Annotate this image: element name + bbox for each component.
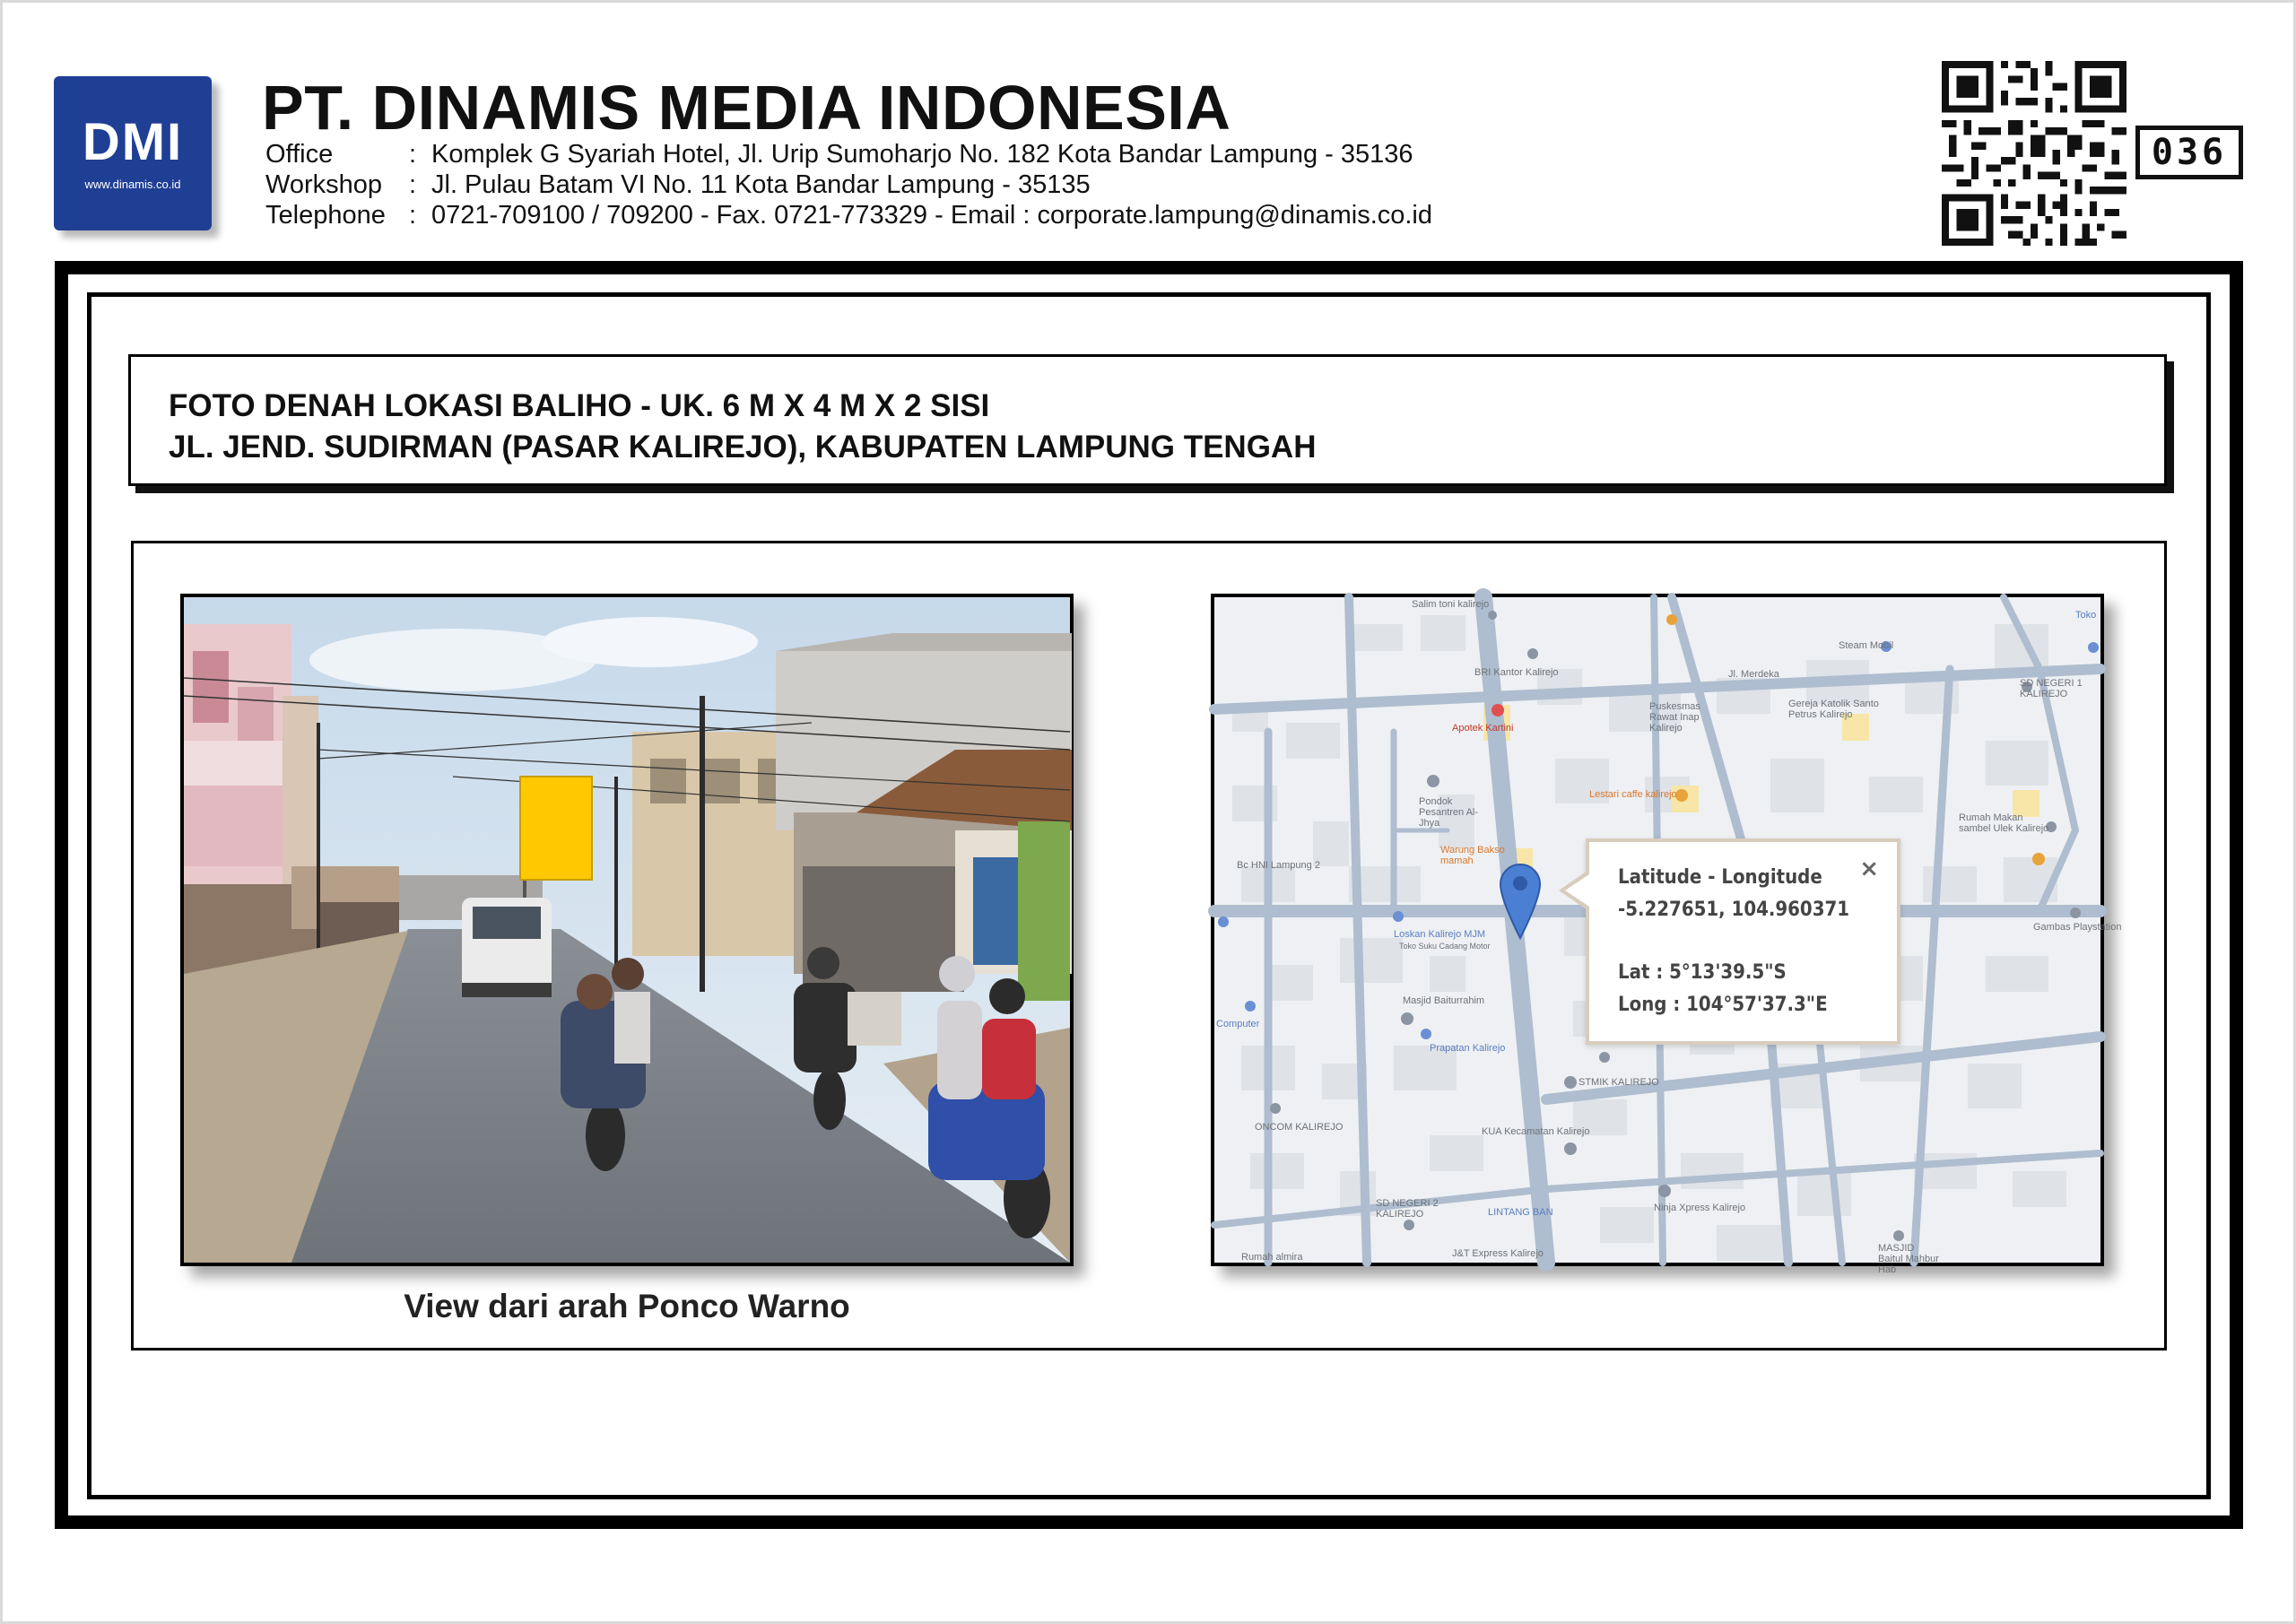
map-label: MASJID Baitul Mahbur Hab <box>1878 1243 1939 1275</box>
long-dms: Long : 104°57'37.3"E <box>1618 994 1828 1016</box>
map-label: Masjid Baiturrahim <box>1403 995 1485 1006</box>
map-label: Bc HNI Lampung 2 <box>1237 860 1320 871</box>
contact-block <box>265 139 1432 230</box>
map-label: Steam Mobil <box>1839 640 1894 651</box>
company-logo <box>54 76 212 230</box>
contact-row-office <box>265 139 1432 169</box>
coordinates-popup <box>1586 838 1900 1045</box>
map-label: LINTANG BAN <box>1488 1207 1553 1218</box>
map-label: ONCOM KALIREJO <box>1255 1122 1344 1133</box>
map-label: Rumah Makan sambel Ulek Kalirejo <box>1959 812 2049 834</box>
map-label: J&T Express Kalirejo <box>1452 1248 1544 1259</box>
contact-colon: : <box>409 201 417 230</box>
logo-url: www.dinamis.co.id <box>84 177 181 191</box>
contact-value: Komplek G Syariah Hotel, Jl. Urip Sumoharjo No. 182 Kota Bandar Lampung - 35136 <box>431 140 1413 169</box>
map-label: SD NEGERI 2 KALIREJO <box>1376 1198 1439 1220</box>
contact-row-workshop <box>265 169 1432 200</box>
location-pin-icon[interactable] <box>1497 859 1544 940</box>
contact-colon: : <box>409 140 417 169</box>
title-line-1: FOTO DENAH LOKASI BALIHO - UK. 6 M X 4 M X 2 SISI <box>169 388 990 423</box>
map-label: Jl. Merdeka <box>1728 669 1779 680</box>
contact-label: Telephone <box>265 201 386 230</box>
logo-text: DMI <box>82 112 184 171</box>
qr-code <box>1942 61 2126 246</box>
map-label: Pondok Pesantren Al-Jhya <box>1419 796 1479 829</box>
site-code-badge: 036 <box>2135 126 2243 179</box>
map-label: KUA Kecamatan Kalirejo <box>1482 1126 1590 1137</box>
map-label: Toko Suku Cadang Motor <box>1399 942 1491 951</box>
map-label: Warung Bakso mamah <box>1440 845 1505 866</box>
company-name: PT. DINAMIS MEDIA INDONESIA <box>262 73 1231 143</box>
coords-title: Latitude - Longitude <box>1618 866 1822 889</box>
map-label: Lestari caffe kalirejo <box>1589 789 1677 800</box>
contact-value: Jl. Pulau Batam VI No. 11 Kota Bandar Lampung - 35135 <box>431 170 1091 199</box>
map-label: Rumah almira <box>1241 1252 1303 1263</box>
map-label: Gereja Katolik Santo Petrus Kalirejo <box>1788 699 1879 720</box>
location-photo <box>180 594 1074 1266</box>
map-label: SD NEGERI 1 KALIREJO <box>2020 678 2083 699</box>
map-label: Ninja Xpress Kalirejo <box>1654 1203 1746 1213</box>
photo-caption: View dari arah Ponco Warno <box>404 1288 850 1324</box>
billboard-mark <box>520 777 592 880</box>
map-label: Salim toni kalirejo <box>1412 599 1490 610</box>
map-label: STMIK KALIREJO <box>1578 1077 1659 1088</box>
contact-colon: : <box>409 170 417 199</box>
map-label: Loskan Kalirejo MJM <box>1394 929 1486 940</box>
spacer <box>1618 926 1897 957</box>
map-label: Computer <box>1216 1019 1260 1029</box>
coords-decimal: -5.227651, 104.960371 <box>1618 899 1850 921</box>
contact-label: Workshop <box>265 170 383 199</box>
close-icon[interactable]: × <box>1859 855 1879 882</box>
title-box <box>128 354 2167 486</box>
map-label: BRI Kantor Kalirejo <box>1474 667 1559 678</box>
map-label: Prapatan Kalirejo <box>1430 1043 1506 1054</box>
map-label: Gambas Playstation <box>2033 922 2122 933</box>
map-label: Toko <box>2075 610 2097 621</box>
lat-dms: Lat : 5°13'39.5"S <box>1618 961 1787 984</box>
map-label: Puskesmas Rawat Inap Kalirejo <box>1649 701 1700 734</box>
contact-value: 0721-709100 / 709200 - Fax. 0721-773329 - Email : corporate.lampung@dinamis.co.id <box>431 201 1433 230</box>
contact-label: Office <box>265 140 334 169</box>
map-label: Apotek Kartini <box>1452 723 1514 734</box>
contact-row-telephone <box>265 200 1432 230</box>
title-line-2: JL. JEND. SUDIRMAN (PASAR KALIREJO), KABUPATEN LAMPUNG TENGAH <box>169 430 1317 465</box>
